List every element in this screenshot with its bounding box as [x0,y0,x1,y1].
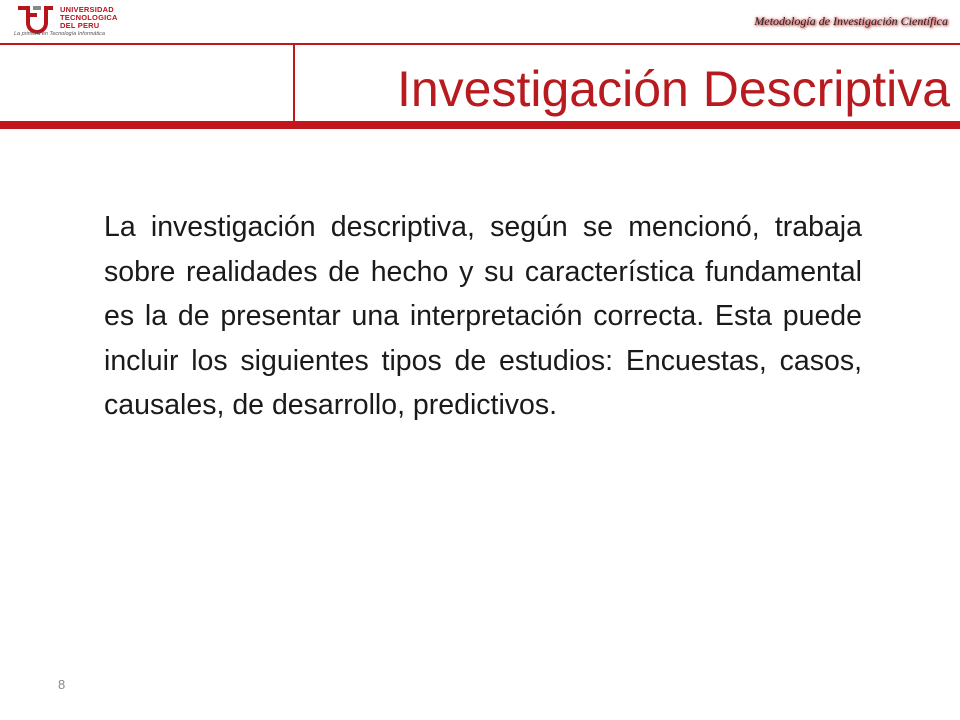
title-panel-edge [293,45,295,121]
header-rule-bottom [0,121,960,129]
logo-wordmark [60,6,118,30]
logo-tagline: La primera en Tecnología Informática [14,31,105,37]
logo-line-2: TECNOLOGICA [60,13,118,22]
slide-title: Investigación Descriptiva [396,61,950,117]
logo-line-1: UNIVERSIDAD [60,5,114,14]
university-logo [14,4,164,40]
logo-line-3: DEL PERU [60,21,100,30]
page-number: 8 [58,677,66,692]
utp-emblem-icon [14,4,56,34]
slide-body-paragraph: La investigación descriptiva, según se mencionó, trabaja sobre realidades de hecho y su característica fundamental es la de presentar una interpretación correcta. Esta puede incluir los siguientes tipos de estudios: Encuestas, casos, causales, de desarrollo, predictivos. [104,211,862,421]
course-title: Metodología de Investigación Científica [754,14,948,28]
